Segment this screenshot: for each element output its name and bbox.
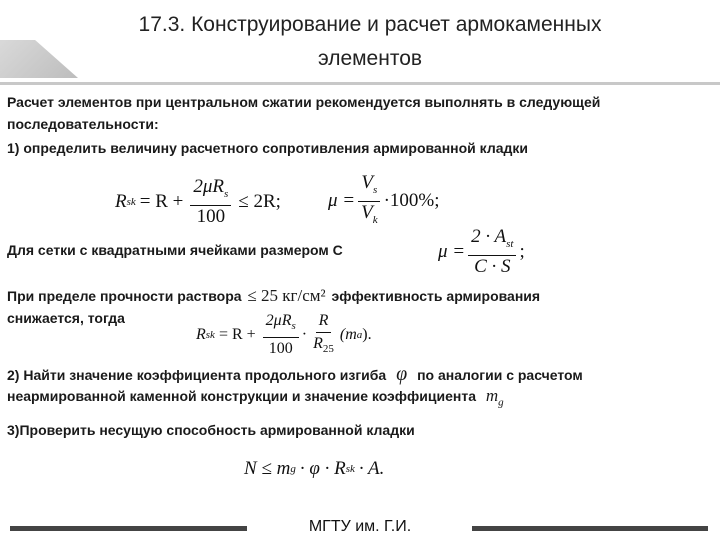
mortar-text-line [7, 284, 540, 308]
f3-lhs: μ = [438, 240, 466, 262]
intro-line-2: последовательности: [7, 116, 159, 132]
title-line-2: элементов [317, 47, 423, 70]
formula-rsk: R sk = R + $\frac{2\mu R_s}{100}$ ≤ 2R; [115, 176, 281, 227]
step-2-line-2 [7, 384, 504, 414]
f4-rhs: (m [339, 326, 357, 344]
footer-label: МГТУ им. Г.И. [308, 518, 412, 535]
step-2-text-c: неармированной каменной конструкции и значение коэффициента [7, 388, 476, 404]
f1-fraction: $\frac{2\mu R_s}{100}$ [190, 176, 231, 228]
f3-fraction: $\frac{2 \cdot A_{st}}{C \cdot S}$ [468, 226, 516, 278]
f1-eq: = R + [139, 190, 184, 212]
title-line-1: 17.3. Конструирование и расчет армокаменных [138, 13, 602, 36]
step-2-text-b: по аналогии с расчетом [417, 367, 583, 383]
slide-title [70, 8, 670, 76]
f1-rhs: ≤ 2R; [238, 190, 281, 212]
f4-lhs: R [196, 326, 206, 344]
mg-symbol: $m_g$ [485, 386, 504, 409]
phi-symbol: φ [396, 363, 408, 385]
intro-line-1: Расчет элементов при центральном сжатии рекомендуется выполнять в следующей [7, 94, 601, 110]
f1-lhs: R [115, 190, 127, 212]
f4-dot: · [301, 326, 308, 344]
step-2-text-a: 2) Найти значение коэффициента продольного изгиба [7, 367, 387, 383]
mortar-text-a: При пределе прочности раствора [7, 288, 242, 304]
step-1-text: 1) определить величину расчетного сопротивления армированной кладки [7, 140, 529, 156]
footer-bar-left [10, 526, 247, 531]
formula-rsk-reduced: R sk = R + $\frac{2\mu R_s}{100}$ · $\frac{R}{R_{25}}$ (m a ). [196, 310, 372, 360]
formula-mu-volume [328, 172, 440, 231]
mortar-limit: ≤ 25 кг/см² [247, 286, 326, 305]
f2-lhs: μ = [328, 190, 356, 212]
f4-fraction-1: $\frac{2\mu R_s}{100}$ [263, 310, 299, 360]
formula-mu-mesh [438, 226, 525, 278]
mortar-text-b: эффективность армирования [331, 288, 541, 304]
f3-rhs: ; [519, 240, 525, 262]
mesh-text: Для сетки с квадратными ячейками размером С [7, 242, 343, 258]
header-divider [0, 82, 720, 85]
f2-rhs: ·100%; [383, 190, 440, 212]
f4-fraction-2: $\frac{R}{R_{25}}$ [313, 312, 334, 356]
footer-bar-right [472, 526, 708, 531]
mortar-text-c: снижается, тогда [7, 310, 125, 326]
f2-fraction: $\frac{V_s}{V_k}$ [358, 172, 381, 231]
corner-decoration [0, 40, 78, 78]
f4-eq: = R + [218, 326, 256, 344]
formula-bearing-check: N ≤ m g · φ · R sk · A. [244, 458, 385, 479]
step-3-text: 3)Проверить несущую способность армированной кладки [7, 422, 415, 438]
